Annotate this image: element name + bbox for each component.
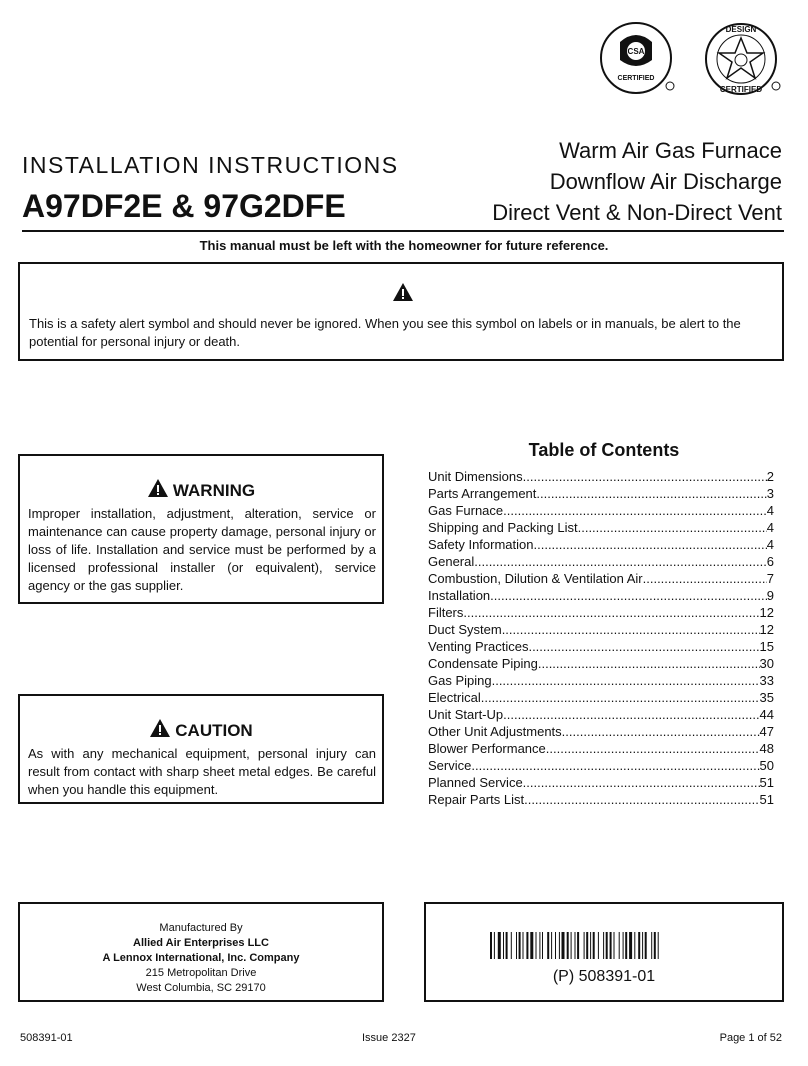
design-certified-logo <box>702 20 782 100</box>
barcode-bar <box>638 932 640 959</box>
barcode-bar <box>577 932 579 959</box>
warning-text: Improper installation, adjustment, alteration, service or maintenance can cause property damage, personal injury or loss of life. Installation and service must be performed by a licensed professional installer (or equivalent), service agency or the gas supplier. <box>28 506 376 593</box>
barcode-bar <box>658 932 659 959</box>
toc-entry[interactable]: Repair Parts List ..... 51 <box>428 791 774 808</box>
barcode-bar <box>598 932 599 959</box>
header-divider <box>22 230 784 232</box>
barcode-bar <box>542 932 543 959</box>
homeowner-notice: This manual must be left with the homeowner for future reference. <box>199 238 609 253</box>
footer-issue: Issue 2327 <box>362 1032 416 1044</box>
barcode-box <box>424 902 784 1002</box>
barcode-bar <box>651 932 652 959</box>
manufacturer-street: 215 Metropolitan Drive <box>145 967 257 979</box>
barcode-bar <box>610 932 612 959</box>
manufacturer-company: Allied Air Enterprises LLC <box>133 937 269 949</box>
toc-title: Table of Contents <box>528 440 680 460</box>
caution-heading-text: CAUTION <box>175 720 253 740</box>
barcode-bar <box>519 932 521 959</box>
barcode-bar <box>494 932 495 959</box>
barcode-bar <box>571 932 572 959</box>
caution-text: As with any mechanical equipment, personal injury can result from contact with sharp sheet metal edges. Be careful when you handle this equipment. <box>28 746 376 797</box>
manufactured-by-label: Manufactured By <box>159 922 243 934</box>
barcode-bar <box>511 932 512 959</box>
manufacturer-box <box>18 902 384 1002</box>
barcode-bar <box>623 932 624 959</box>
toc-entry[interactable]: Other Unit Adjustments ..... 47 <box>428 723 774 740</box>
toc-entry[interactable]: Installation ..... 9 <box>428 587 774 604</box>
toc-entry[interactable]: Gas Furnace ..... 4 <box>428 502 774 519</box>
barcode-bar <box>619 932 620 959</box>
toc-entry[interactable]: Planned Service ..... 51 <box>428 774 774 791</box>
warning-triangle-icon <box>149 718 171 743</box>
model-numbers: A97DF2E & 97G2DFE <box>22 188 346 224</box>
barcode-bar <box>506 932 508 959</box>
toc-entry[interactable]: Unit Start-Up ..... 44 <box>428 706 774 723</box>
safety-alert-text: This is a safety alert symbol and should never be ignored. When you see this symbol on labels or in manuals, be alert to the potential for personal injury or death. <box>29 316 741 349</box>
warning-heading-text: WARNING <box>172 480 256 500</box>
subtitle-line-3: Direct Vent & Non-Direct Vent <box>492 200 782 225</box>
warning-triangle-icon <box>392 282 414 307</box>
warning-triangle-icon <box>147 478 169 503</box>
barcode-bar <box>547 932 549 959</box>
toc-entry[interactable]: Condensate Piping ..... 30 <box>428 655 774 672</box>
csa-certified-text: CERTIFIED <box>617 75 655 82</box>
barcode-bar <box>498 932 501 959</box>
barcode-bar <box>614 932 615 959</box>
barcode-bar <box>593 932 595 959</box>
toc-entry[interactable]: Duct System ..... 12 <box>428 621 774 638</box>
barcode-bar <box>539 932 540 959</box>
toc-entry[interactable]: Service ..... 50 <box>428 757 774 774</box>
barcode-bar <box>606 932 608 959</box>
toc-entry[interactable]: Combustion, Dilution & Ventilation Air ..... 7 <box>428 570 774 587</box>
barcode-bar <box>523 932 524 959</box>
barcode-bar <box>530 932 533 959</box>
barcode-bar <box>562 932 565 959</box>
document-type: INSTALLATION INSTRUCTIONS <box>22 152 399 178</box>
toc-entry[interactable]: Electrical ..... 35 <box>428 689 774 706</box>
barcode-bar <box>603 932 604 959</box>
barcode-bar <box>555 932 556 959</box>
barcode-bar <box>590 932 591 959</box>
csa-mark: CSA <box>627 47 645 56</box>
caution-box <box>18 694 384 804</box>
barcode-bar <box>567 932 569 959</box>
toc-entry[interactable]: General ..... 6 <box>428 553 774 570</box>
toc-entry[interactable]: Safety Information ..... 4 <box>428 536 774 553</box>
warning-box <box>18 454 384 604</box>
design-text: DESIGN <box>725 25 757 34</box>
barcode-bar <box>645 932 647 959</box>
barcode-bar <box>526 932 528 959</box>
toc-entry[interactable]: Shipping and Packing List ..... 4 <box>428 519 774 536</box>
table-of-contents <box>428 468 774 808</box>
barcode-bar <box>551 932 552 959</box>
toc-entry[interactable]: Filters ..... 12 <box>428 604 774 621</box>
toc-entry[interactable]: Venting Practices ..... 15 <box>428 638 774 655</box>
barcode-bar <box>586 932 588 959</box>
barcode-bar <box>634 932 635 959</box>
csa-certified-logo <box>598 20 678 100</box>
toc-entry[interactable]: Unit Dimensions ..... 2 <box>428 468 774 485</box>
barcode <box>490 932 722 959</box>
subtitle-line-2: Downflow Air Discharge <box>549 169 782 194</box>
barcode-bar <box>654 932 656 959</box>
barcode-bar <box>536 932 537 959</box>
design-certified-text: CERTIFIED <box>719 85 763 94</box>
safety-alert-box <box>18 262 784 361</box>
barcode-bar <box>490 932 492 959</box>
barcode-bar <box>503 932 504 959</box>
footer-page: Page 1 of 52 <box>719 1032 782 1044</box>
barcode-bar <box>629 932 632 959</box>
barcode-bar <box>642 932 643 959</box>
barcode-bar <box>625 932 627 959</box>
barcode-bar <box>516 932 517 959</box>
barcode-bar <box>575 932 576 959</box>
toc-entry[interactable]: Gas Piping ..... 33 <box>428 672 774 689</box>
footer-doc-number: 508391-01 <box>20 1032 73 1044</box>
caution-heading <box>20 718 382 743</box>
manufacturer-parent: A Lennox International, Inc. Company <box>102 952 300 964</box>
barcode-bar <box>559 932 560 959</box>
subtitle-line-1: Warm Air Gas Furnace <box>559 138 782 163</box>
manufacturer-city: West Columbia, SC 29170 <box>136 982 266 994</box>
toc-entry[interactable]: Parts Arrangement ..... 3 <box>428 485 774 502</box>
barcode-bar <box>584 932 585 959</box>
warning-heading <box>20 478 382 503</box>
toc-entry[interactable]: Blower Performance ..... 48 <box>428 740 774 757</box>
part-number: (P) 508391-01 <box>552 968 656 985</box>
